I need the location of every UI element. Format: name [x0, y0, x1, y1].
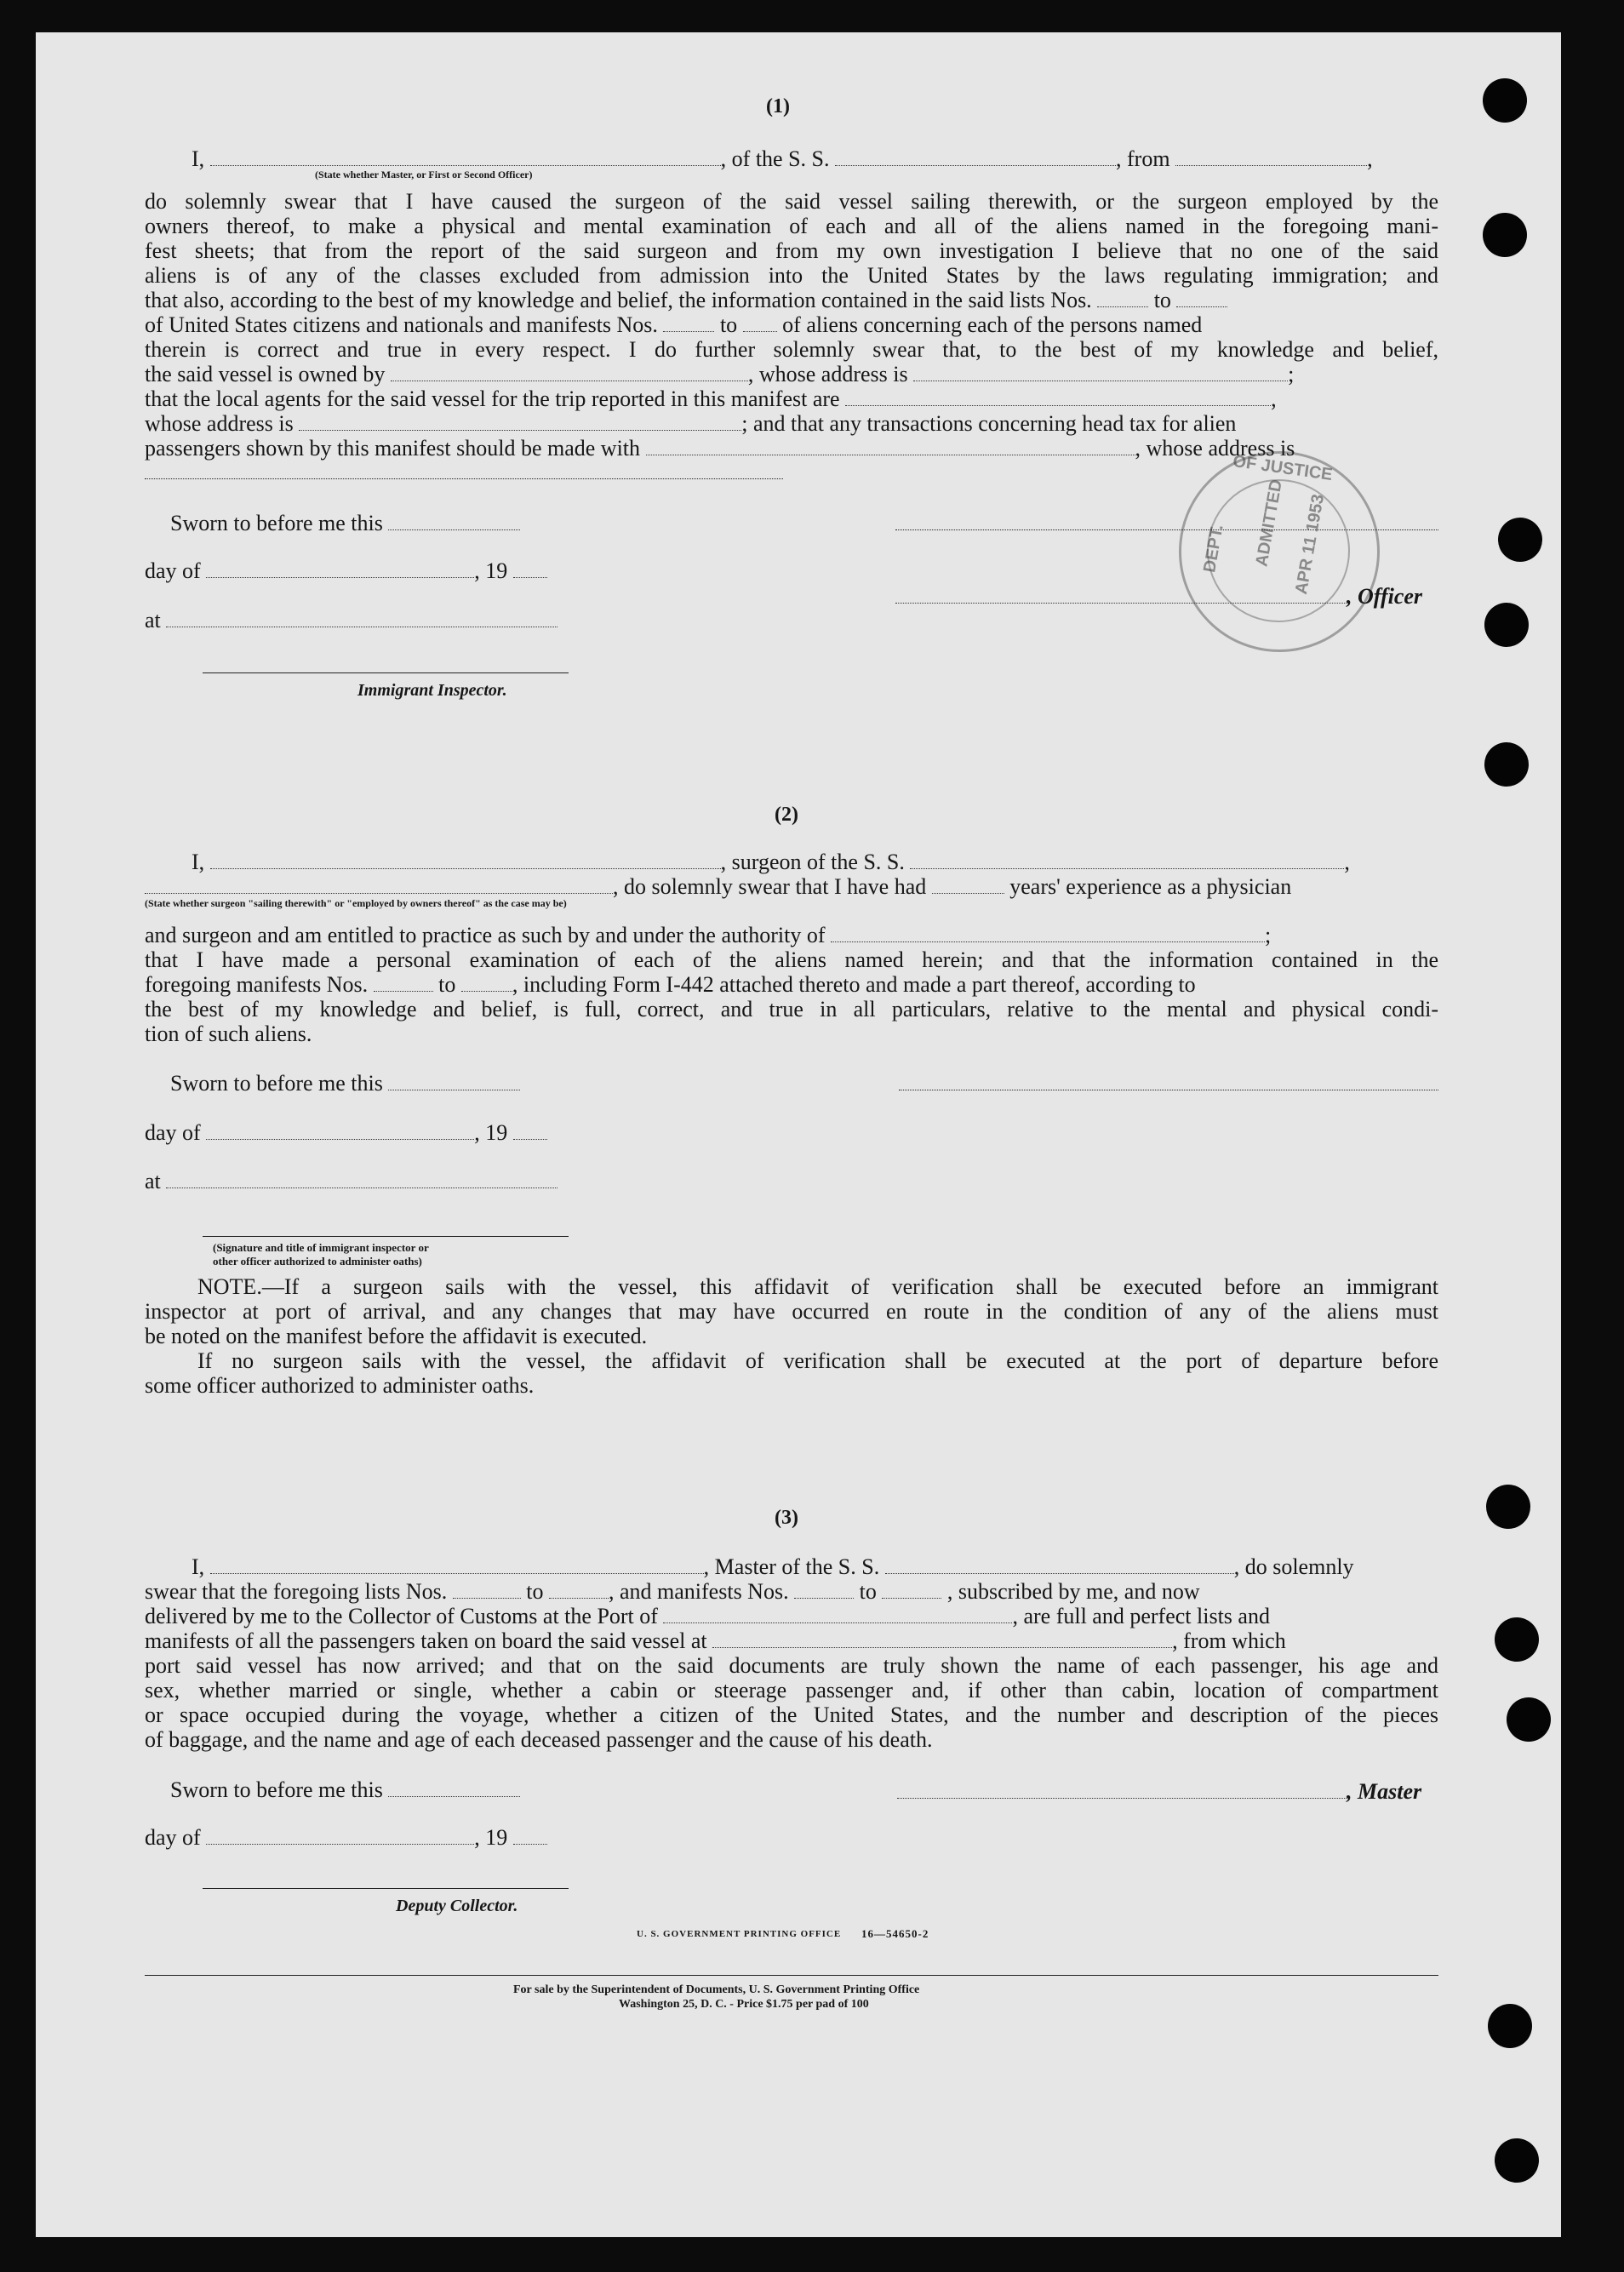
- master-signature-field[interactable]: [897, 1783, 1347, 1799]
- s3-master: [897, 1779, 1421, 1805]
- fill-line: [910, 853, 1344, 869]
- s3-line4: [145, 1628, 1286, 1654]
- year-field[interactable]: [513, 1124, 547, 1140]
- s1-from-label: , from: [1116, 146, 1170, 171]
- s3-sworn-label: Sworn to before me this: [170, 1777, 383, 1802]
- punch-hole: [1484, 742, 1529, 787]
- stamp-ring-top: OF JUSTICE: [1232, 451, 1334, 485]
- s2-sig-note-2: other officer authorized to administer oaths): [213, 1255, 422, 1268]
- s3-subscribed: , subscribed by me, and now: [946, 1579, 1200, 1604]
- fill-line: [845, 390, 1271, 406]
- fill-line: [663, 1607, 1012, 1623]
- punch-hole: [1495, 1617, 1539, 1662]
- s1-officer-note: (State whether Master, or First or Second Officer): [315, 169, 533, 180]
- s1-passengers-line: [145, 436, 1295, 461]
- s2-sworn: [170, 1071, 520, 1096]
- s1-of-ss-label: , of the S. S.: [720, 146, 830, 171]
- punch-hole: [1507, 1697, 1551, 1742]
- s1-passengers-text: passengers shown by this manifest should be made with: [145, 436, 641, 461]
- s1-comma: ,: [1271, 386, 1277, 411]
- s3-manifests-all: manifests of all the passengers taken on board the said vessel at: [145, 1628, 707, 1653]
- s2-at: [145, 1169, 558, 1194]
- punch-hole: [1488, 2004, 1532, 2048]
- s3-para-line: or space occupied during the voyage, whether a citizen of the United States, and the number and description of the pieces: [145, 1703, 1438, 1727]
- s2-comma: ,: [1344, 850, 1350, 874]
- fill-line: [835, 150, 1116, 166]
- s2-including: , including Form I-442 attached thereto and made a part thereof, according to: [512, 972, 1196, 997]
- footer-rule: [145, 1975, 1438, 1976]
- punch-hole: [1486, 1485, 1530, 1529]
- s1-agents-text: that the local agents for the said vessel for the trip reported in this manifest are: [145, 386, 840, 411]
- s1-i-label: I,: [192, 146, 205, 171]
- year-field[interactable]: [513, 562, 547, 578]
- s3-dayof-label: day of: [145, 1825, 201, 1850]
- fill-line: [461, 976, 512, 992]
- stamp-ring-bottom: DEPT.: [1200, 523, 1227, 575]
- s3-collector-signature-line[interactable]: [203, 1888, 569, 1889]
- s2-surgeon-of: , surgeon of the S. S.: [720, 850, 905, 874]
- s3-to: to: [526, 1579, 544, 1604]
- s1-para-line: fest sheets; that from the report of the said surgeon and from my own investigation I believe that no one of the said: [145, 238, 1438, 263]
- s1-officer: [895, 584, 1422, 609]
- s2-line1: [192, 850, 1350, 875]
- s1-whose-address: , whose address is: [747, 362, 908, 386]
- s1-at: [145, 608, 558, 633]
- day-of-field[interactable]: [206, 1828, 474, 1845]
- s1-at-label: at: [145, 608, 161, 632]
- s3-para-line: of baggage, and the name and age of each deceased passenger and the cause of his death.: [145, 1727, 933, 1752]
- s1-head-tax: ; and that any transactions concerning head tax for alien: [741, 411, 1237, 436]
- sworn-date-field[interactable]: [388, 1781, 520, 1797]
- s2-foregoing-line: [145, 972, 1196, 998]
- s2-para-line-last: tion of such aliens.: [145, 1022, 312, 1046]
- s2-i-label: I,: [192, 850, 205, 874]
- s3-line2: [145, 1579, 1200, 1605]
- s3-sworn: [170, 1777, 520, 1803]
- sworn-date-field[interactable]: [388, 514, 520, 530]
- s2-dayof-label: day of: [145, 1120, 201, 1145]
- fill-line: [712, 1632, 1172, 1648]
- s1-comma: ,: [1367, 146, 1373, 171]
- s2-years: years' experience as a physician: [1009, 874, 1292, 899]
- s3-dayof: [145, 1825, 547, 1851]
- s1-dayof-label: day of: [145, 558, 201, 583]
- s1-sworn-label: Sworn to before me this: [170, 511, 383, 535]
- s2-note-line: inspector at port of arrival, and any changes that may have occurred en route in the condition of any of the aliens must: [145, 1299, 1438, 1324]
- s1-para-line: do solemnly swear that I have caused the surgeon of the said vessel sailing therewith, or the surgeon employed by the: [145, 189, 1438, 214]
- s3-deputy-label: Deputy Collector.: [396, 1897, 518, 1915]
- sale-line-1: For sale by the Superintendent of Documents, U. S. Government Printing Office: [513, 1983, 920, 1996]
- s1-address-line: [145, 411, 1236, 437]
- officer-signature-field[interactable]: [895, 587, 1347, 604]
- fill-line: [1176, 291, 1227, 307]
- s1-year-prefix: , 19: [474, 558, 508, 583]
- s3-to: to: [859, 1579, 877, 1604]
- fill-line: [794, 1582, 854, 1599]
- fill-line: [299, 415, 741, 431]
- s3-delivered: delivered by me to the Collector of Customs at the Port of: [145, 1604, 658, 1628]
- s3-swear: swear that the foregoing lists Nos.: [145, 1579, 448, 1604]
- s1-lists-text: that also, according to the best of my knowledge and belief, the information contained in the said lists Nos.: [145, 288, 1092, 312]
- fill-line: [646, 439, 1135, 455]
- form-number: 16—54650-2: [861, 1927, 929, 1940]
- fill-line: [453, 1582, 521, 1599]
- stamp-center-1: ADMITTED: [1252, 478, 1286, 569]
- sale-line-2: Washington 25, D. C. - Price $1.75 per pad of 100: [619, 1998, 869, 2011]
- s1-lists-line: [145, 288, 1227, 313]
- s1-inspector-signature-line[interactable]: [203, 672, 569, 673]
- fill-line: [210, 853, 721, 869]
- s2-line2: [145, 874, 1291, 900]
- s1-continuation-line: [145, 478, 783, 479]
- s2-semicolon: ;: [1265, 923, 1272, 947]
- s2-sig-note-1: (Signature and title of immigrant inspector or: [213, 1241, 429, 1254]
- fill-line: [913, 365, 1288, 381]
- s3-line3: [145, 1604, 1270, 1629]
- s1-of-aliens: of aliens concerning each of the persons named: [782, 312, 1203, 337]
- s2-foregoing-text: foregoing manifests Nos.: [145, 972, 369, 997]
- s2-authority-text: and surgeon and am entitled to practice as such by and under the authority of: [145, 923, 826, 947]
- s1-officer-label: , Officer: [1347, 584, 1423, 609]
- s1-sworn: [170, 511, 520, 536]
- s1-manifests-line: [145, 312, 1202, 338]
- section-number: (2): [775, 804, 798, 826]
- fill-line: [663, 316, 714, 332]
- gpo-imprint: U. S. GOVERNMENT PRINTING OFFICE: [637, 1929, 842, 1939]
- s1-manifests-text: of United States citizens and nationals and manifests Nos.: [145, 312, 658, 337]
- s2-note-line: be noted on the manifest before the affidavit is executed.: [145, 1324, 648, 1348]
- at-place-field[interactable]: [166, 611, 558, 627]
- day-of-field[interactable]: [206, 1124, 474, 1140]
- s3-master-label: , Master: [1347, 1779, 1422, 1804]
- s1-semicolon: ;: [1288, 362, 1295, 386]
- s3-do-solemnly: , do solemnly: [1233, 1554, 1354, 1579]
- s2-dayof: [145, 1120, 547, 1146]
- s1-officer-signature-line[interactable]: [895, 529, 1438, 530]
- fill-line: [145, 878, 613, 894]
- years-field[interactable]: [932, 878, 1004, 894]
- fill-line: [374, 976, 433, 992]
- section-number: (1): [766, 95, 790, 117]
- fill-line: [743, 316, 777, 332]
- s2-surgeon-note: (State whether surgeon "sailing therewith" or "employed by owners thereof" as the case may be): [145, 897, 567, 909]
- s2-note-line: NOTE.—If a surgeon sails with the vessel, this affidavit of verification shall be executed before an immigrant: [197, 1274, 1438, 1299]
- s1-dayof: [145, 558, 547, 584]
- s1-whose-address-end: , whose address is: [1135, 436, 1295, 461]
- day-of-field[interactable]: [206, 562, 474, 578]
- section-number: (3): [775, 1507, 798, 1529]
- s2-note-line: If no surgeon sails with the vessel, the affidavit of verification shall be executed at the port of departure before: [197, 1348, 1438, 1373]
- s1-owned-line: [145, 362, 1294, 387]
- punch-hole: [1483, 78, 1527, 123]
- year-field[interactable]: [513, 1828, 547, 1845]
- s2-do-solemnly: , do solemnly swear that I have had: [613, 874, 927, 899]
- punch-hole: [1484, 603, 1529, 647]
- fill-line: [885, 1558, 1234, 1574]
- s3-master-of: , Master of the S. S.: [703, 1554, 880, 1579]
- s3-para-line: port said vessel has now arrived; and that on the said documents are truly shown the name of each passenger, his age and: [145, 1653, 1438, 1678]
- fill-line: [1175, 150, 1367, 166]
- s2-para-line: that I have made a personal examination of each of the aliens named herein; and that the information contained in the: [145, 947, 1438, 972]
- s1-agents-line: [145, 386, 1277, 412]
- stamp-center-2: APR 11 1953: [1291, 492, 1329, 596]
- punch-hole: [1495, 2138, 1539, 2183]
- fill-line: [831, 926, 1265, 942]
- punch-hole: [1498, 518, 1542, 562]
- s1-to: to: [719, 312, 738, 337]
- fill-line: [882, 1582, 941, 1599]
- s3-and-manifests: , and manifests Nos.: [609, 1579, 789, 1604]
- at-place-field[interactable]: [166, 1172, 558, 1188]
- s1-owned-text: the said vessel is owned by: [145, 362, 386, 386]
- fill-line: [391, 365, 748, 381]
- s3-i-label: I,: [192, 1554, 205, 1579]
- punch-hole: [1483, 213, 1527, 257]
- s3-year-prefix: , 19: [474, 1825, 508, 1850]
- s1-para-line: therein is correct and true in every respect. I do further solemnly swear that, to the best of my knowledge and belief,: [145, 337, 1438, 362]
- s2-sworn-label: Sworn to before me this: [170, 1071, 383, 1096]
- fill-line: [1097, 291, 1148, 307]
- s3-are-full: , are full and perfect lists and: [1012, 1604, 1270, 1628]
- s2-para-line: the best of my knowledge and belief, is full, correct, and true in all particulars, relative to the mental and physical condi-: [145, 997, 1438, 1022]
- s1-address-text: whose address is: [145, 411, 294, 436]
- fill-line: [210, 1558, 704, 1574]
- fill-line: [549, 1582, 609, 1599]
- s3-from-which: , from which: [1172, 1628, 1286, 1653]
- s1-to: to: [1153, 288, 1171, 312]
- s2-authority-line: [145, 923, 1271, 948]
- s2-at-label: at: [145, 1169, 161, 1193]
- s3-line1: [192, 1554, 1354, 1580]
- s2-inspector-signature-line[interactable]: [203, 1236, 569, 1237]
- sworn-date-field[interactable]: [388, 1074, 520, 1090]
- s1-inspector-label: Immigrant Inspector.: [357, 681, 507, 700]
- s3-para-line: sex, whether married or single, whether a cabin or steerage passenger and, if other than cabin, location of compartment: [145, 1678, 1438, 1703]
- fill-line: [210, 150, 721, 166]
- admission-stamp: [1179, 451, 1380, 652]
- s1-para-line: owners thereof, to make a physical and mental examination of each and all of the aliens named in the foregoing mani-: [145, 214, 1438, 238]
- s1-para-line: aliens is of any of the classes excluded from admission into the United States by the laws regulating immigration; and: [145, 263, 1438, 288]
- s2-to: to: [438, 972, 456, 997]
- s2-year-prefix: , 19: [474, 1120, 508, 1145]
- s2-note-line: some officer authorized to administer oaths.: [145, 1373, 535, 1398]
